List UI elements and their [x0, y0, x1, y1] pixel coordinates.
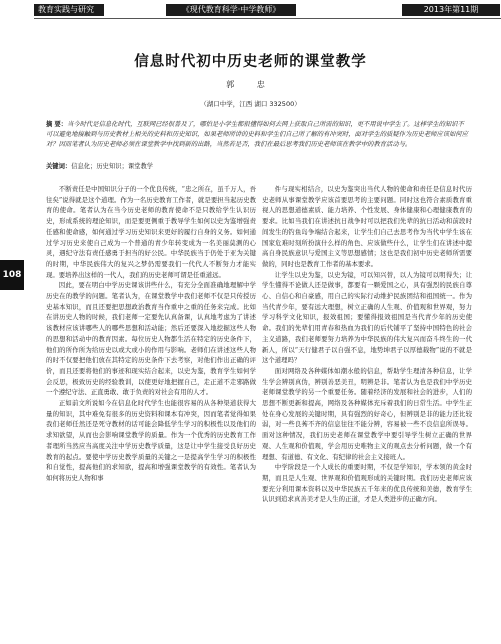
section-label: 教育实践与研究 [34, 4, 104, 16]
paragraph: 让学生以史为鉴，以史为镜，可以知兴替，以人为镜可以明得失；让学生懂得不论做人还是做事，都要有一颗爱国之心，具有强烈的民族自尊心、自信心和自豪感，用自己的实际行动维护民族团结和祖国统一。作为当代青少年，要有远大理想，树立正确的人生观、价值观和世界观，努力学习科学文化知识，报效祖国；要懂得报效祖国是当代青少年的历史使命。我们的先辈们用青春和热血为我们的后代铺平了坚持中国特色的社会主义道路，我们老师要努力培养为中华民族的伟大复兴而奋斗终生的一代新人，所以“天行健君子以自强不息，地势坤君子以厚德载物”说的不就是这个道理吗？ [262, 270, 472, 365]
paragraph: 面对网络及各种媒体如潮水般的信息，帮助学生理清各种信息，让学生学会辨别真伪，辨别善恶美丑，明辨是非。笔者认为也是我们中学历史老师课堂教学的另一个重要任务。随着经济的发展和社会的进步，人们的思想不断更新和提高，网络及各种媒体充斥着我们的日常生活。中学生正处在身心发展的关键时期，具有强烈的好奇心，但辨别是非的能力还比较弱，对一些良莠不齐的信息往往不能分辨，容易被一些不良信息所误导。面对这种情况，我们历史老师在课堂教学中要引导学生树立正确的世界观、人生观和价值观，学会用历史唯物主义的观点去分析问题，做一个有理想、有道德、有文化、有纪律的社会主义接班人。 [262, 366, 472, 461]
keywords-label: 关键词： [46, 163, 72, 170]
header-rule [34, 18, 501, 19]
paragraph: 中学阶段是一个人成长的重要时期，不仅是学知识，学本领的黄金时期，而且是人生观、世界观和价值观形成的关键时期。我们历史老师应该要充分利用课本资料以及中华民族五千年来的优良传统和美德，教育学生认识到追求真善美才是人生的正道，才是人类进步的正确方向。 [262, 463, 472, 504]
paragraph: 不断责任是中国知识分子的一个优良传统，“忠之所在，虽千万人，吾往矣”说得就是这个道理。作为一名历史教育工作者，就是要担当起历史教育的使命。笔者认为在当今历史老师的教育使命不是只教给学生认识历史，形成系统的理论知识，而是要更侧重于教导学生如何以史为鉴增强责任感和使命感，如何通过学习历史知识来更好的履行自身的义务。如何通过学习历史来使自己成为一个普通的青少年转变成为一名美丽莫测的心灵，遇纪守法有责任感勇于担当的好公民。中华民族当于仍处于亚为关键的时期，中华民族伟大的复兴之梦仍需要我们一代代人不断努力才能实现。要培养出这样的一代人，我们的历史老师可谓是任重道远。 [46, 185, 256, 279]
keywords-text: 信息化；历史知识；课堂教学 [71, 163, 154, 170]
page-number: 108 [0, 260, 24, 290]
right-column [262, 184, 472, 505]
keywords [46, 162, 470, 172]
author-name: 郭 忠 [226, 80, 275, 89]
article-title: 信息时代初中历史老师的课堂教学 [134, 53, 367, 70]
abstract-label: 摘 要： [46, 121, 68, 128]
author-affiliation: （湖口中学，江西 湖口 332500） [200, 100, 301, 108]
paragraph: 件与现实相结合，以史为鉴突出当代人物的使命和责任是信息时代历史老师从事课堂教学应该首要思考的主要问题。同时这也符合素质教育重视人的思想道德素质、能力培养、个性发展、身体健康和心理健康教育的要求。比如当我们在讲述抗日战争时可以把我们先辈的抗日活动和前段时间发生的钓鱼岛争端结合起来，让学生们自己去思考作为当代中学生该在国家危难时刻所扮演什么样的角色、应该做些什么，让学生们在讲述中提高自身民族意识与爱国主义等思想感情；这也是我们初中历史老师所需要做的，同时也是教育工作者的基本要求。 [262, 185, 472, 268]
page-spine [0, 0, 34, 644]
journal-header [0, 0, 501, 20]
paragraph: 正如前文所说如今在信息化时代学生也能很容易的从各种渠道获得大量的知识，其中难免有很多的历史资料和课本有冲突，因而笔者觉得如果我们老师任然还是死守教材的话可能会降低学生学习的积极性以及他们的求知欲望，从而也会影响课堂教学的质量。作为一个优秀的历史教育工作者理所当然应当高度关注中学历史教学质量，这是让中学生接受良好历史教育的起点。要使中学历史教学质量的关键之一是提高学生学习的积极性和自觉性，提高他们的求知欲，提高和增强课堂教学的有效性。笔者认为如何将历史人物和事 [46, 399, 256, 482]
abstract-text: 当今时代是信息化时代，互联网已经很普及了，哪怕是小学生都很懂得如何去网上获取自己所需的知识，更不用说中学生了。这样学生的知识不可以避免地接触到与历史教材上相关的史料和历史知识，如果老师所讲的史料和学生们自己所了解的有冲突时，面对学生的质疑作为历史老师应该如何应对？因而笔者认为历史老师必须在课堂教学中找到新的出路，当然若是否，我们在最后思考我们历史老师该在教学中的教育活动与。 [46, 121, 468, 148]
issue-label: 2013年第11期 [402, 4, 500, 16]
paragraph: 因此，要在明白中学历史课该讲些什么，有充分全面准确地理解中学历史在的教学的问题。笔者认为，在课堂教学中我们老师不仅是只传授历史基本知识，而且还要把思想政治教育当作重中之重的任务来完成。比如在讲历史人物的时候，我们老师一定要先认真备课，认真地考虑为了讲述该教材应该讲哪些人的哪些思想和活动能；然后还要深入地挖掘这些人物的思想和活动中的教育因素。每位历史人物都生活在特定的历史条件下，他们的所作所为给历史以或大或小的作用与影响。老师们在讲述这些人物的时不仅要把他们放在其特定的历史条件下去考察，对他们作出正确的评价，而且还要将他们的事迹和现实结合起来，以史为鉴，教育学生如何学会反思，极致历史的经验教训，以使更好地把握自己，走正道不走邪路做一个遵纪守法、正直勇敢、敢于负责的对社会有用的人才。 [46, 281, 256, 397]
left-column [46, 184, 256, 484]
abstract [46, 120, 470, 150]
journal-name: 《现代教育科学·中学教师》 [166, 4, 296, 16]
